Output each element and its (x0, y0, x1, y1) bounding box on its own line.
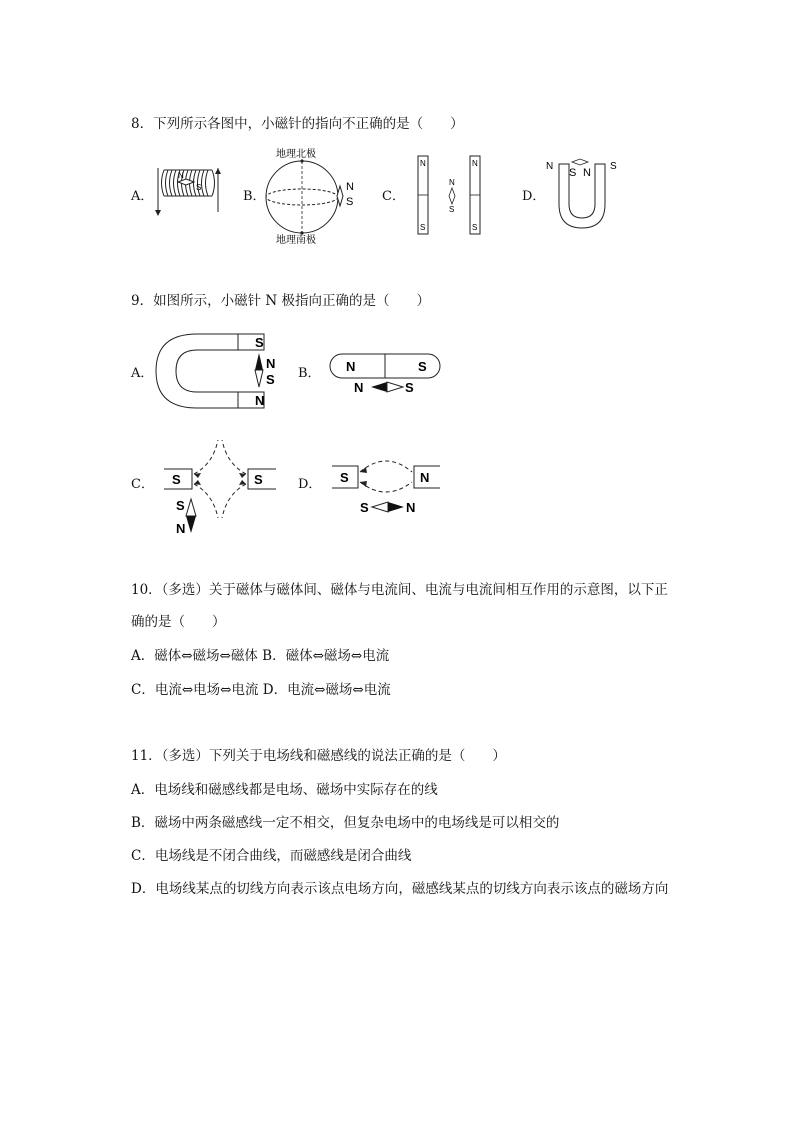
q8-b-needle-n: N (346, 181, 354, 193)
q8-d-needle-n: N (583, 167, 591, 179)
q8-c-right-bottom: S (472, 223, 478, 232)
q9-option-c-label: C． (131, 477, 154, 492)
q11-option-c: C．电场线是不闭合曲线，而磁感线是闭合曲线 (131, 848, 412, 864)
q9-c-right-pole: S (254, 472, 263, 487)
q9-a-needle-n: N (266, 356, 276, 371)
q9-c-needle-s: S (176, 498, 185, 513)
q8-stem: 8．下列所示各图中，小磁针的指向不正确的是（ ） (131, 116, 464, 132)
q10-stem-line1: 10．（多选）关于磁体与磁体间、磁体与电流间、电流与电流间相互作用的示意图，以下正 (131, 582, 668, 598)
q9-a-top-pole: S (255, 335, 264, 350)
q9-figure-d-unlike-poles (328, 456, 444, 518)
q8-d-left-pole: N (546, 161, 554, 172)
q9-b-needle-s: S (405, 380, 414, 395)
q9-d-needle-n: N (406, 500, 416, 515)
q8-c-right-top: N (472, 159, 478, 168)
q9-option-d-label: D． (298, 477, 322, 492)
q11-option-d: D．电场线某点的切线方向表示该点电场方向，磁感线某点的切线方向表示该点的磁场方向 (131, 881, 669, 897)
q9-d-needle-s: S (360, 500, 369, 515)
q9-figure-a-u-magnet (152, 330, 282, 412)
q8-b-north-label: 地理北极 (276, 149, 316, 160)
q8-option-a-label: A． (131, 189, 154, 204)
q8-d-right-pole: S (610, 161, 617, 172)
q8-b-south-label: 地理南极 (276, 235, 316, 244)
q9-figure-c-like-poles (158, 436, 282, 538)
q8-option-b-label: B． (243, 189, 266, 204)
q10-options-cd: C．电流⇔电场⇔电流 D．电流⇔磁场⇔电流 (131, 682, 391, 698)
q9-option-b-label: B． (298, 366, 321, 381)
q8-a-needle-s: S (196, 183, 202, 192)
q9-c-needle-n: N (176, 521, 186, 536)
q9-b-left-pole: N (346, 359, 356, 374)
q8-c-left-top: N (420, 159, 426, 168)
q8-a-needle-n: N (178, 171, 184, 180)
q10-options-ab: A．磁体⇔磁场⇔磁体 B．磁体⇔磁场⇔电流 (131, 648, 390, 664)
q9-b-right-pole: S (418, 359, 427, 374)
q8-option-c-label: C． (382, 189, 405, 204)
q8-option-d-label: D． (522, 189, 546, 204)
q9-stem: 9．如图所示，小磁针 N 极指向正确的是（ ） (131, 293, 430, 309)
q11-option-a: A．电场线和磁感线都是电场、磁场中实际存在的线 (131, 782, 438, 798)
q8-figure-b-earth (262, 146, 366, 244)
q9-d-right-pole: N (420, 470, 430, 485)
q8-b-needle-s: S (346, 196, 354, 208)
q8-figure-c-two-bars (410, 152, 490, 238)
q8-figure-a-solenoid (152, 160, 224, 224)
q11-stem: 11．（多选）下列关于电场线和磁感线的说法正确的是（ ） (131, 748, 506, 764)
q10-stem-line2: 确的是（ ） (131, 614, 226, 630)
q9-c-left-pole: S (172, 472, 181, 487)
q9-option-a-label: A． (131, 366, 154, 381)
q11-option-b: B．磁场中两条磁感线一定不相交，但复杂电场中的电场线是可以相交的 (131, 815, 560, 831)
q8-c-needle-n: N (449, 178, 455, 187)
q8-c-needle-s: S (449, 205, 455, 214)
q8-d-needle-s: S (569, 167, 577, 179)
q9-d-left-pole: S (340, 470, 349, 485)
q9-a-bottom-pole: N (255, 393, 265, 408)
q9-a-needle-s: S (266, 372, 275, 387)
q9-b-needle-n: N (354, 380, 364, 395)
q8-c-left-bottom: S (420, 223, 426, 232)
q9-figure-b-bar-magnet (326, 350, 444, 398)
q8-figure-d-u-magnet (542, 152, 622, 232)
